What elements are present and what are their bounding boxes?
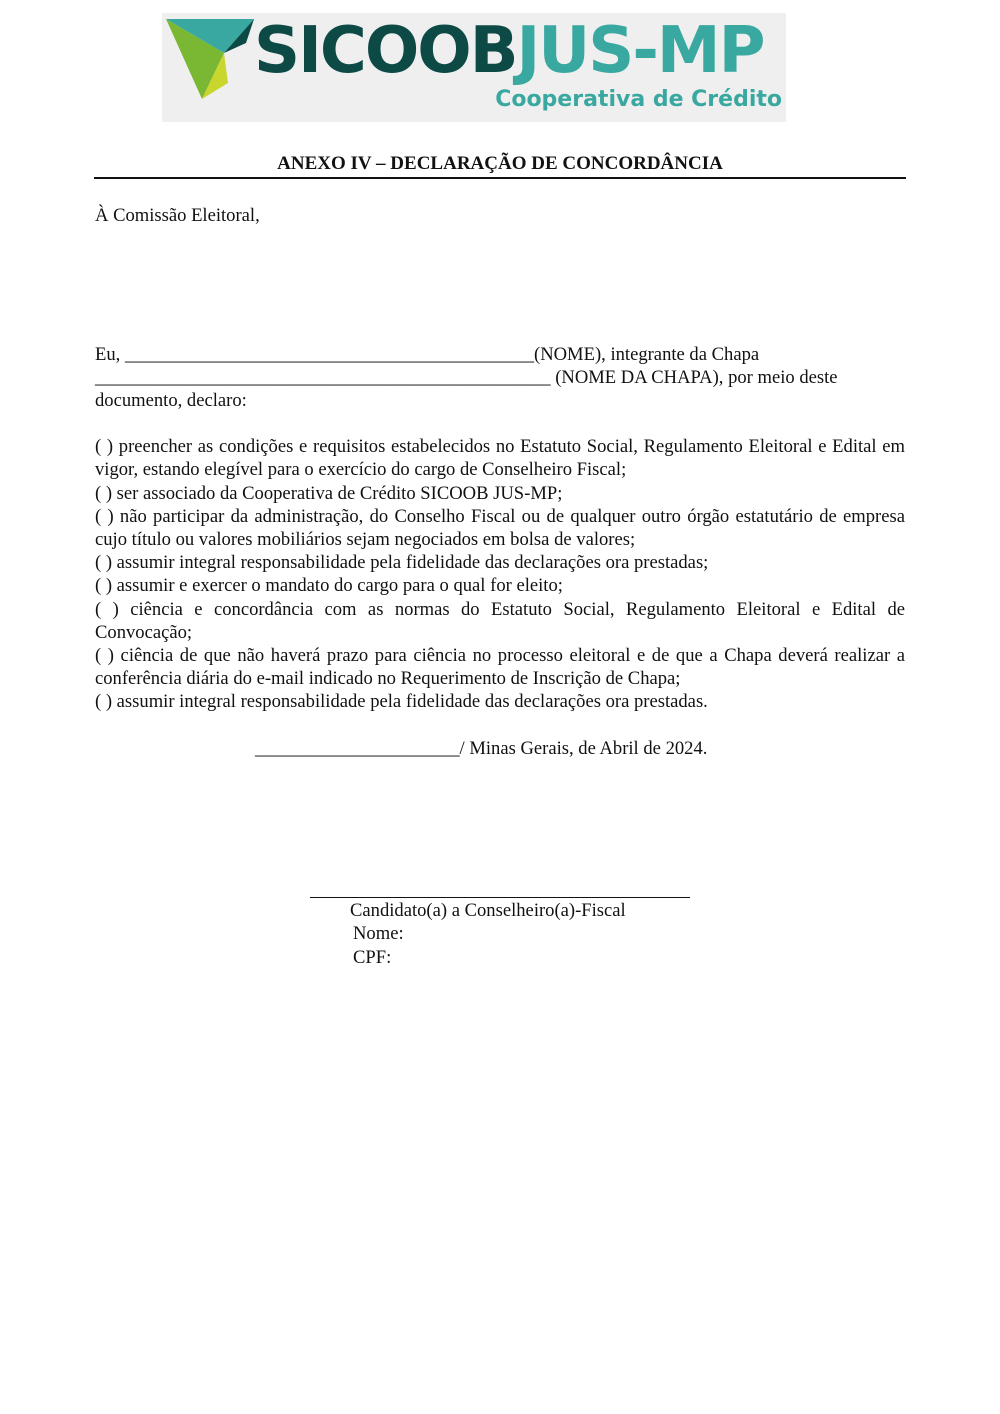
declaration-line-1: Eu, ____________________________________________(NOME), integrante da Chapa: [95, 344, 760, 365]
declaration-line-2: _________________________________________________ (NOME DA CHAPA), por meio deste: [95, 367, 838, 388]
logo-main-text: SICOOB: [254, 14, 517, 88]
sicoob-logo-icon: [162, 13, 262, 113]
logo-accent-text: JUS-MP: [516, 14, 764, 88]
logo-subtitle: Cooperativa de Crédito: [495, 87, 782, 112]
item-6: ( ) ciência e concordância com as normas do Estatuto Social, Regulamento Eleitoral e Edital de Convocação;: [95, 599, 905, 644]
logo-wordmark: [254, 11, 764, 91]
signature-name-label: Nome:: [353, 923, 404, 944]
item-8: ( ) assumir integral responsabilidade pela fidelidade das declarações ora prestadas.: [95, 691, 708, 712]
item-4: ( ) assumir integral responsabilidade pela fidelidade das declarações ora prestadas;: [95, 552, 709, 573]
item-1: ( ) preencher as condições e requisitos estabelecidos no Estatuto Social, Regulamento Eleitoral e Edital em vigor, estando elegível para o exercício do cargo de Conselheiro Fiscal;: [95, 436, 905, 481]
document-title: ANEXO IV – DECLARAÇÃO DE CONCORDÂNCIA: [277, 153, 723, 174]
item-2: ( ) ser associado da Cooperativa de Crédito SICOOB JUS-MP;: [95, 483, 563, 504]
item-3: ( ) não participar da administração, do Conselho Fiscal ou de qualquer outro órgão estatutário de empresa cujo título ou valores mobiliários sejam negociados em bolsa de valores;: [95, 506, 905, 551]
greeting: À Comissão Eleitoral,: [95, 205, 260, 226]
signature-role: Candidato(a) a Conselheiro(a)-Fiscal: [350, 900, 626, 921]
title-divider: [94, 177, 906, 179]
item-5: ( ) assumir e exercer o mandato do cargo para o qual for eleito;: [95, 575, 563, 596]
declaration-line-3: documento, declaro:: [95, 390, 247, 411]
place-date: ______________________/ Minas Gerais, de Abril de 2024.: [255, 738, 708, 759]
logo: [162, 13, 786, 122]
item-7: ( ) ciência de que não haverá prazo para ciência no processo eleitoral e de que a Chapa deverá realizar a conferência diária do e-mail indicado no Requerimento de Inscrição de Chapa;: [95, 645, 905, 690]
signature-cpf-label: CPF:: [353, 947, 392, 968]
signature-line: [310, 897, 690, 898]
